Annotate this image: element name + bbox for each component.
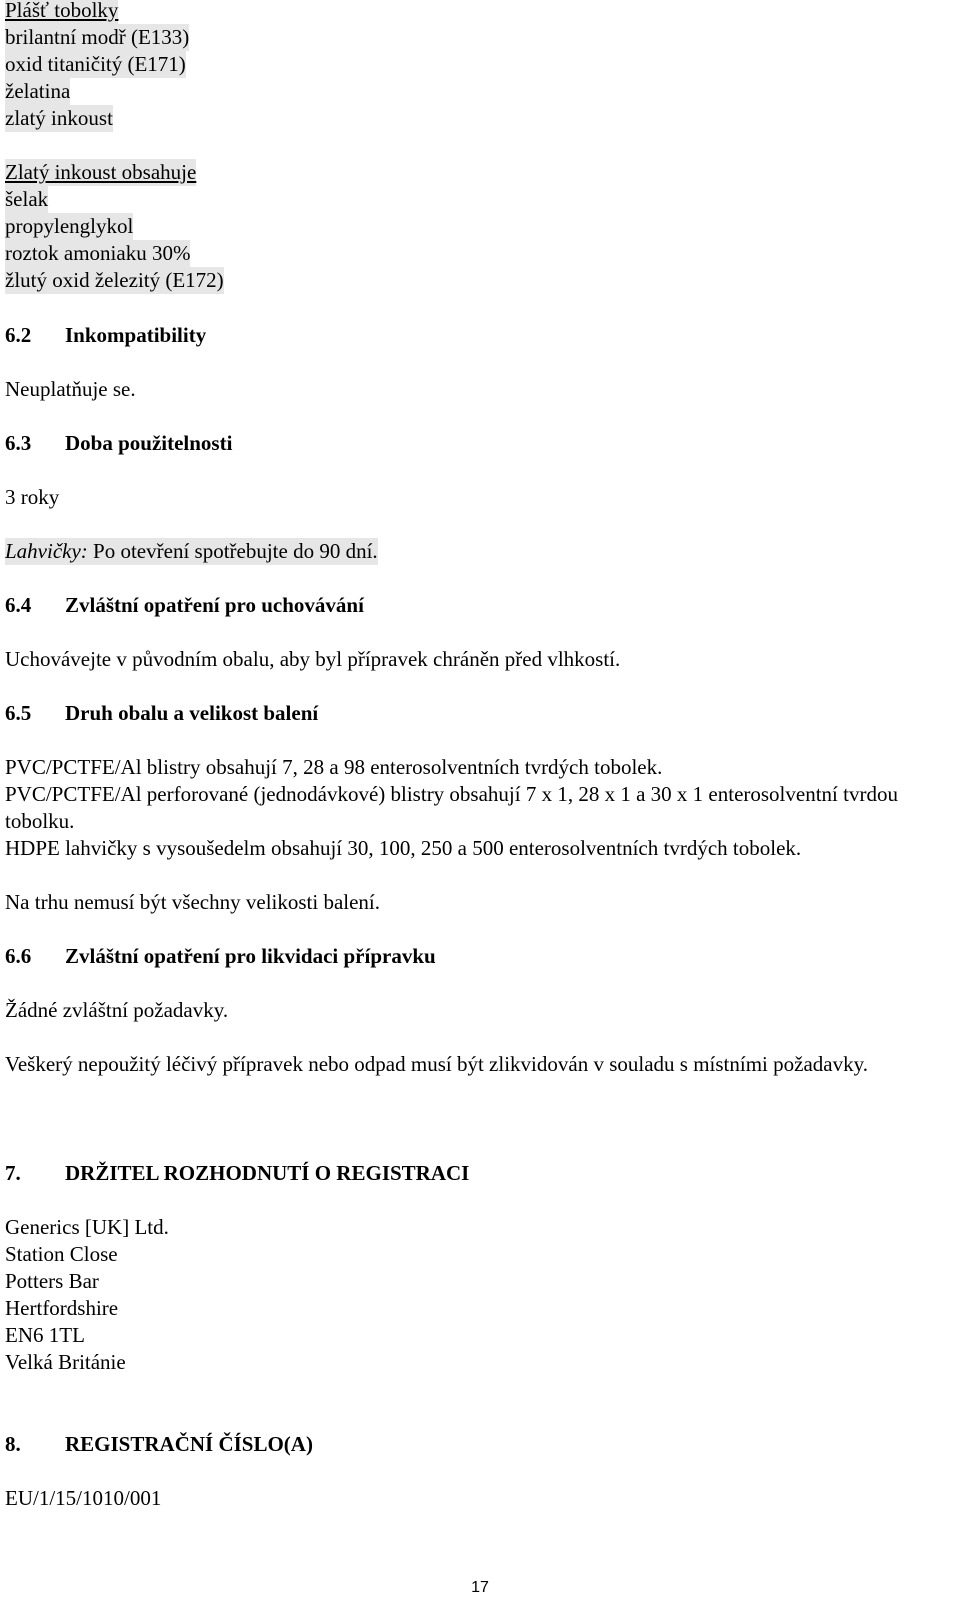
paragraph: Neuplatňuje se.	[5, 377, 136, 401]
paragraph: 3 roky	[5, 485, 60, 509]
list-item: propylenglykol	[5, 214, 134, 238]
section-number: 6.6	[5, 944, 32, 968]
address-line: Generics [UK] Ltd.	[5, 1215, 169, 1239]
section-heading-6-2	[5, 322, 206, 349]
paragraph: Na trhu nemusí být všechny velikosti balení.	[5, 890, 381, 914]
address-line: Potters Bar	[5, 1269, 99, 1293]
bottles-paragraph	[5, 538, 378, 565]
address-line: EN6 1TL	[5, 1323, 85, 1347]
section-title: Druh obalu a velikost balení	[65, 701, 319, 725]
paragraph: PVC/PCTFE/Al perforované (jednodávkové) blistry obsahují 7 x 1, 28 x 1 a 30 x 1 enterosolventní tvrdou tobolku.	[5, 782, 898, 833]
list-item: zlatý inkoust	[5, 106, 113, 130]
list-item: roztok amoniaku 30%	[5, 241, 191, 265]
section-heading-7	[5, 1160, 469, 1187]
section-title: REGISTRAČNÍ ČÍSLO(A)	[65, 1432, 313, 1456]
paragraph: Veškerý nepoužitý léčivý přípravek nebo odpad musí být zlikvidován v souladu s místními požadavky.	[5, 1052, 868, 1076]
list-item: želatina	[5, 79, 71, 103]
list-item: žlutý oxid železitý (E172)	[5, 268, 224, 292]
section-title: Inkompatibility	[65, 323, 207, 347]
paragraph: HDPE lahvičky s vysoušedelm obsahují 30, 100, 250 a 500 enterosolventních tvrdých tobolek.	[5, 836, 802, 860]
section-number: 6.3	[5, 431, 32, 455]
section-heading-6-6	[5, 943, 436, 970]
section-number: 7.	[5, 1161, 21, 1185]
address-line: Velká Británie	[5, 1350, 126, 1374]
paragraph: Žádné zvláštní požadavky.	[5, 998, 229, 1022]
section-number: 6.2	[5, 323, 32, 347]
section-title: Zvláštní opatření pro likvidaci přípravku	[65, 944, 436, 968]
address-line: Station Close	[5, 1242, 118, 1266]
section-title: Zvláštní opatření pro uchovávání	[65, 593, 364, 617]
section-heading-8	[5, 1431, 313, 1458]
section-number: 6.5	[5, 701, 32, 725]
paragraph: PVC/PCTFE/Al blistry obsahují 7, 28 a 98 enterosolventních tvrdých tobolek.	[5, 755, 663, 779]
list-item: šelak	[5, 187, 49, 211]
paragraph: Uchovávejte v původním obalu, aby byl přípravek chráněn před vlhkostí.	[5, 647, 621, 671]
page-number: 17	[471, 1579, 489, 1596]
section-heading-6-5	[5, 700, 318, 727]
bottles-label: Lahvičky:	[5, 539, 88, 563]
section-heading-6-4	[5, 592, 364, 619]
gold-ink-heading: Zlatý inkoust obsahuje	[5, 160, 197, 184]
section-number: 6.4	[5, 593, 32, 617]
section-number: 8.	[5, 1432, 21, 1456]
bottles-text: Po otevření spotřebujte do 90 dní.	[87, 539, 378, 563]
address-line: Hertfordshire	[5, 1296, 119, 1320]
section-heading-6-3	[5, 430, 232, 457]
registration-number: EU/1/15/1010/001	[5, 1486, 162, 1510]
list-item: oxid titaničitý (E171)	[5, 52, 186, 76]
section-title: Doba použitelnosti	[65, 431, 233, 455]
section-title: DRŽITEL ROZHODNUTÍ O REGISTRACI	[65, 1161, 470, 1185]
list-item: brilantní modř (E133)	[5, 25, 190, 49]
capsule-shell-heading: Plášť tobolky	[5, 0, 118, 24]
